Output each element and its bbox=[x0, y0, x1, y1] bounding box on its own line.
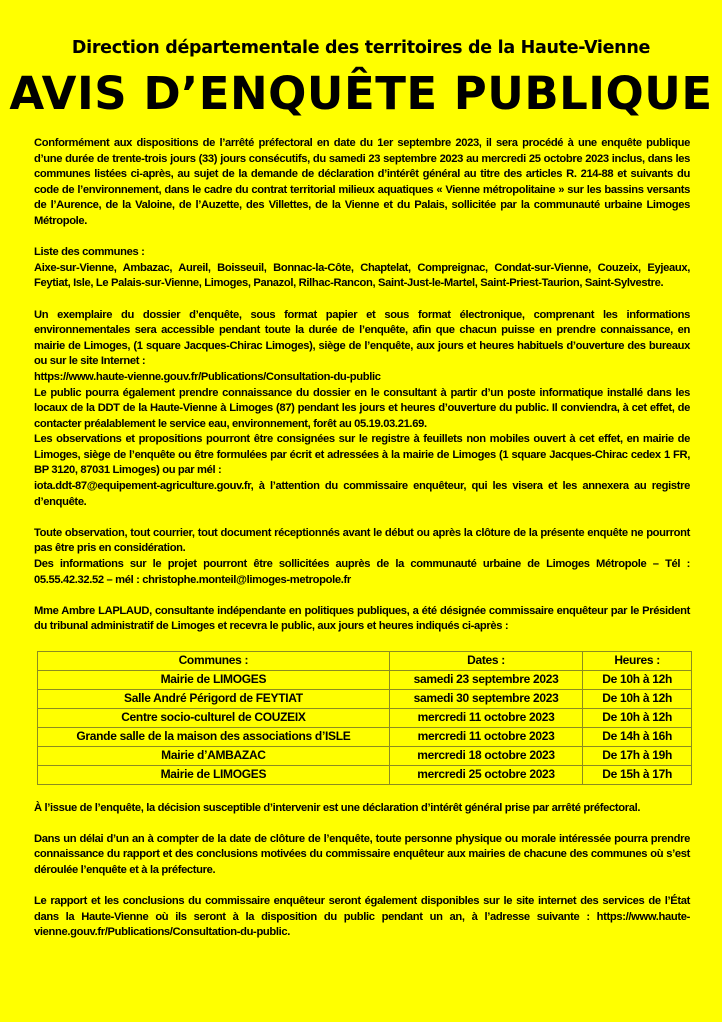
cell-date: samedi 30 septembre 2023 bbox=[389, 690, 582, 709]
cell-commune: Mairie de LIMOGES bbox=[38, 766, 390, 785]
table-header-row bbox=[38, 652, 692, 671]
cell-date: mercredi 18 octobre 2023 bbox=[389, 747, 582, 766]
cell-date: mercredi 25 octobre 2023 bbox=[389, 766, 582, 785]
hors-delai-paragraph: Toute observation, tout courrier, tout document réceptionnés avant le début ou après la clôture de la présente enquête ne pourront pas être pris en considération. bbox=[34, 526, 690, 555]
observations-email: iota.ddt-87@equipement-agriculture.gouv.fr, à l’attention du commissaire enquêteur, qui les visera et les annexera au registre d’enquête. bbox=[34, 480, 690, 508]
observations-paragraph: Les observations et propositions pourront être consignées sur le registre à feuillets non mobiles ouvert à cet effet, en mairie de Limoges, siège de l’enquête ou être formulées par écrit et adressées à la mairie de Limoges (1 square Jacques-Chirac cedex 1 FR, BP 3120, 87031 Limoges) ou par mél : bbox=[34, 433, 690, 477]
notice-title: AVIS D’ENQUÊTE PUBLIQUE bbox=[9, 67, 713, 120]
cell-commune: Mairie d’AMBAZAC bbox=[38, 747, 390, 766]
permanences-table bbox=[37, 651, 692, 785]
communes-list: Aixe-sur-Vienne, Ambazac, Aureil, Boisseuil, Bonnac-la-Côte, Chaptelat, Compreignac, Condat-sur-Vienne, Couzeix, Eyjeaux, Feytiat, Isle, Le Palais-sur-Vienne, Limoges, Panazol, Rilhac-Rancon, Saint-Just-le-Martel, Saint-Priest-Taurion, Saint-Sylvestre. bbox=[34, 261, 690, 290]
header-heures: Heures : bbox=[583, 652, 692, 671]
cell-heures: De 10h à 12h bbox=[583, 671, 692, 690]
table-row bbox=[38, 766, 692, 785]
header-dates: Dates : bbox=[389, 652, 582, 671]
cell-date: samedi 23 septembre 2023 bbox=[389, 671, 582, 690]
decision-paragraph: À l’issue de l’enquête, la décision susceptible d’intervenir est une déclaration d’intérêt général prise par arrêté préfectoral. bbox=[34, 801, 641, 814]
intro-paragraph: Conformément aux dispositions de l’arrêté préfectoral en date du 1er septembre 2023, il sera procédé à une enquête publique d’une durée de trente-trois jours (33) jours consécutifs, du samedi 23 septembre 2023 au mercredi 25 octobre 2023 inclus, dans les communes listées ci-après, au sujet de la demande de déclaration d’intérêt général au titre des articles R. 214-88 et suivants du code de l’environnement, dans le cadre du contrat territorial milieux aquatiques « Vienne métropolitaine » sur les bassins versants de l’Aurence, de la Valoine, de l’Auzette, des Villettes, de la Vienne et du Palais, sollicitée par la communauté urbaine Limoges Métropole. bbox=[34, 137, 690, 227]
table-row bbox=[38, 690, 692, 709]
dossier-paragraph: Un exemplaire du dossier d’enquête, sous format papier et sous format électronique, comprenant les informations environnementales sera accessible pendant toute la durée de l’enquête, afin que chacun puisse en prendre connaissance, en mairie de Limoges, (1 square Jacques-Chirac Limoges), siège de l’enquête, aux jours et heures habituels d’ouverture des bureaux ou sur le site Internet : bbox=[34, 308, 690, 368]
cell-heures: De 10h à 12h bbox=[583, 709, 692, 728]
informations-paragraph: Des informations sur le projet pourront être sollicitées auprès de la communauté urbaine de Limoges Métropole – Tél : 05.55.42.32.52 – mél : christophe.monteil@limoges-metropole.fr bbox=[34, 558, 690, 586]
communes-label: Liste des communes : bbox=[34, 246, 145, 259]
table-row bbox=[38, 747, 692, 766]
cell-date: mercredi 11 octobre 2023 bbox=[389, 709, 582, 728]
cell-heures: De 14h à 16h bbox=[583, 728, 692, 747]
delai-paragraph: Dans un délai d’un an à compter de la date de clôture de l’enquête, toute personne physique ou morale intéressée pourra prendre connaissance du rapport et des conclusions motivées du commissaire enquêteur aux mairies de chacune des communes où s’est déroulée l’enquête et à la préfecture. bbox=[34, 832, 690, 876]
table-row bbox=[38, 728, 692, 747]
notice-body bbox=[34, 136, 690, 941]
header-communes: Communes : bbox=[38, 652, 390, 671]
table-row bbox=[38, 671, 692, 690]
cell-heures: De 15h à 17h bbox=[583, 766, 692, 785]
cell-heures: De 10h à 12h bbox=[583, 690, 692, 709]
cell-heures: De 17h à 19h bbox=[583, 747, 692, 766]
commissaire-paragraph: Mme Ambre LAPLAUD, consultante indépendante en politiques publiques, a été désignée commissaire enquêteur par le Président du tribunal administratif de Limoges et recevra le public, aux jours et heures indiqués ci-après : bbox=[34, 604, 690, 633]
cell-commune: Grande salle de la maison des associations d’ISLE bbox=[38, 728, 390, 747]
rapport-paragraph: Le rapport et les conclusions du commissaire enquêteur seront également disponibles sur le site internet des services de l’État dans la Haute-Vienne où ils seront à la disposition du public pendant un an, à l’adresse suivante : https://www.haute-vienne.gouv.fr/Publications/Consultation-du-public. bbox=[34, 895, 690, 939]
cell-date: mercredi 11 octobre 2023 bbox=[389, 728, 582, 747]
table-row bbox=[38, 709, 692, 728]
cell-commune: Mairie de LIMOGES bbox=[38, 671, 390, 690]
issuer-heading: Direction départementale des territoires de la Haute-Vienne bbox=[71, 38, 651, 58]
dossier-url-link[interactable]: https://www.haute-vienne.gouv.fr/Publications/Consultation-du-public bbox=[34, 370, 381, 383]
poste-info-paragraph: Le public pourra également prendre connaissance du dossier en le consultant à partir d’un poste informatique installé dans les locaux de la DDT de la Haute-Vienne à Limoges (87) pendant les jours et heures d’ouverture du public. Il conviendra, à cet effet, de contacter préalablement le service eau, environnement, forêt au 05.19.03.21.69. bbox=[34, 386, 690, 430]
cell-commune: Centre socio-culturel de COUZEIX bbox=[38, 709, 390, 728]
cell-commune: Salle André Périgord de FEYTIAT bbox=[38, 690, 390, 709]
